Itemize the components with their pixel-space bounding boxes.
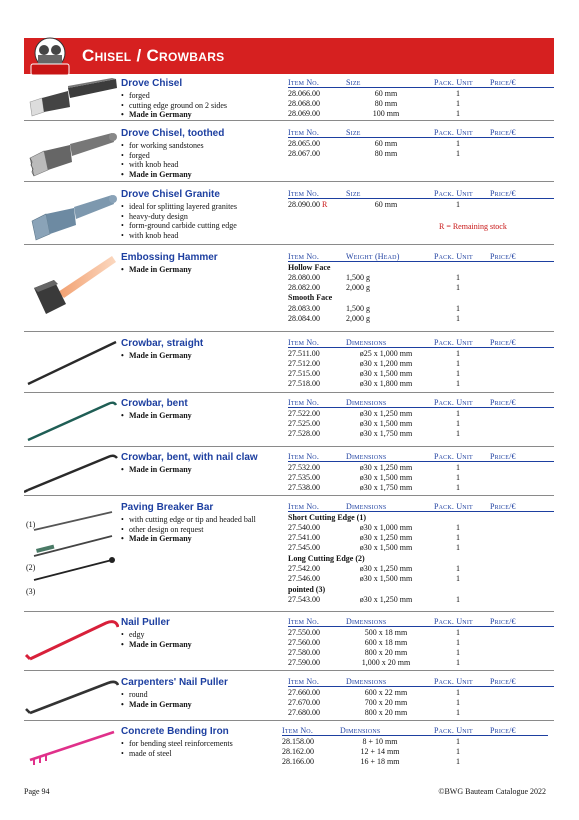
feature-list — [121, 739, 233, 758]
feature-item: • other design on request — [121, 525, 256, 535]
item-no: 27.535.00 — [288, 472, 320, 482]
variant-label-1: (1) — [26, 520, 36, 529]
pack-unit: 1 — [456, 746, 460, 756]
feature-item: • with knob head — [121, 160, 204, 170]
table-row — [288, 98, 554, 108]
item-no: 28.083.00 — [288, 303, 320, 313]
product-table — [288, 677, 554, 718]
table-row — [288, 272, 554, 282]
item-no: 28.068.00 — [288, 98, 320, 108]
weight: 2,000 g — [346, 283, 370, 293]
pack-unit: 1 — [456, 574, 460, 584]
page-number: Page 94 — [24, 787, 50, 796]
embossing-hammer-image — [24, 250, 119, 331]
variant-label-2: (2) — [26, 563, 36, 572]
col-price: Price/€ — [490, 78, 516, 87]
item-no: 28.066.00 — [288, 88, 320, 98]
col-weight: Weight (Head) — [346, 252, 400, 261]
pack-unit: 1 — [456, 303, 460, 313]
product-table — [288, 128, 554, 159]
col-pack-unit: Pack. Unit — [434, 452, 473, 461]
table-header — [288, 78, 554, 88]
table-row — [288, 563, 554, 573]
pack-unit: 1 — [456, 483, 460, 493]
table-row — [288, 429, 554, 439]
pack-unit: 1 — [456, 358, 460, 368]
col-item-no: Item No. — [288, 452, 320, 461]
table-header — [288, 128, 554, 138]
table-row — [288, 418, 554, 428]
product-table — [288, 502, 554, 605]
feature-item: • forged — [121, 151, 204, 161]
dimensions: ø30 x 1,250 mm — [359, 563, 413, 573]
pack-unit: 1 — [456, 199, 460, 209]
table-row — [288, 658, 554, 668]
dimensions: ø30 x 1,250 mm — [359, 594, 413, 604]
size: 60 mm — [374, 88, 398, 98]
subgroup-heading: Smooth Face — [288, 293, 333, 303]
toothed-chisel-image — [24, 126, 119, 181]
dimensions: 8 + 10 mm — [362, 736, 398, 746]
col-dimensions: Dimensions — [346, 452, 387, 461]
table-header — [288, 398, 554, 408]
pack-unit: 1 — [456, 408, 460, 418]
feature-list — [121, 202, 237, 240]
dimensions: ø30 x 1,500 mm — [359, 574, 413, 584]
pack-unit: 1 — [456, 138, 460, 148]
product-table — [288, 189, 554, 209]
pack-unit: 1 — [456, 418, 460, 428]
crowbar-bent-image — [24, 396, 119, 446]
col-dimensions: Dimensions — [346, 338, 387, 347]
table-row — [288, 594, 554, 604]
feature-item: • Made in Germany — [121, 465, 192, 475]
item-no: 28.162.00 — [282, 746, 314, 756]
product-drove-chisel-toothed — [24, 126, 554, 182]
bauteam-logo — [28, 35, 72, 77]
table-header — [288, 189, 554, 199]
item-no: 28.080.00 — [288, 272, 320, 282]
table-row — [288, 522, 554, 532]
size: 60 mm — [374, 138, 398, 148]
product-table — [288, 252, 554, 324]
footer-copyright: ©BWG Bauteam Catalogue 2022 — [438, 787, 546, 796]
product-title: Crowbar, bent — [121, 398, 188, 409]
dimensions: ø30 x 1,750 mm — [359, 483, 413, 493]
col-item-no: Item No. — [282, 726, 314, 735]
col-dimensions: Dimensions — [346, 677, 387, 686]
concrete-bending-iron-image — [24, 724, 119, 770]
feature-list — [121, 411, 192, 421]
pack-unit: 1 — [456, 543, 460, 553]
item-no: 27.540.00 — [288, 522, 320, 532]
product-embossing-hammer — [24, 250, 554, 332]
pack-unit: 1 — [456, 379, 460, 389]
table-header — [288, 677, 554, 687]
feature-item: • Made in Germany — [121, 411, 192, 421]
col-pack-unit: Pack. Unit — [434, 617, 473, 626]
pack-unit: 1 — [456, 687, 460, 697]
feature-item: • heavy-duty design — [121, 212, 237, 222]
product-nail-puller — [24, 615, 554, 671]
product-table — [288, 452, 554, 493]
table-row — [288, 543, 554, 553]
pack-unit: 1 — [456, 627, 460, 637]
col-dimensions: Dimensions — [346, 617, 387, 626]
item-no: 27.543.00 — [288, 594, 320, 604]
dimensions: ø30 x 1,500 mm — [359, 472, 413, 482]
remaining-stock-mark: R — [322, 199, 328, 209]
col-item-no: Item No. — [288, 338, 320, 347]
dimensions: ø30 x 1,250 mm — [359, 533, 413, 543]
feature-item: • round — [121, 690, 192, 700]
item-no: 28.065.00 — [288, 138, 320, 148]
feature-item: • Made in Germany — [121, 700, 192, 710]
product-table — [288, 398, 554, 439]
table-row — [288, 88, 554, 98]
feature-list — [121, 515, 256, 544]
feature-item: • with knob head — [121, 231, 237, 241]
variant-label-3: (3) — [26, 587, 36, 596]
table-row — [288, 199, 554, 209]
col-item-no: Item No. — [288, 398, 320, 407]
product-crowbar-bent — [24, 396, 554, 447]
col-price: Price/€ — [490, 189, 516, 198]
product-carpenters-nail-puller — [24, 675, 554, 721]
col-pack-unit: Pack. Unit — [434, 128, 473, 137]
col-price: Price/€ — [490, 677, 516, 686]
pack-unit: 1 — [456, 648, 460, 658]
dimensions: 600 x 18 mm — [364, 637, 408, 647]
remaining-stock-note: R = Remaining stock — [439, 222, 507, 231]
col-size: Size — [346, 189, 361, 198]
item-no: 27.550.00 — [288, 627, 320, 637]
item-no: 27.590.00 — [288, 658, 320, 668]
item-no: 27.522.00 — [288, 408, 320, 418]
pack-unit: 1 — [456, 472, 460, 482]
table-header — [288, 452, 554, 462]
item-no: 27.580.00 — [288, 648, 320, 658]
col-pack-unit: Pack. Unit — [434, 78, 473, 87]
feature-item: • Made in Germany — [121, 265, 192, 275]
col-dimensions: Dimensions — [346, 398, 387, 407]
table-header — [288, 502, 554, 512]
feature-list — [121, 630, 192, 649]
pack-unit: 1 — [456, 348, 460, 358]
page-title: Chisel / Crowbars — [82, 46, 225, 65]
dimensions: 600 x 22 mm — [364, 687, 408, 697]
dimensions: ø30 x 1,250 mm — [359, 462, 413, 472]
item-no: 28.069.00 — [288, 109, 320, 119]
item-no: 27.541.00 — [288, 533, 320, 543]
item-no: 27.532.00 — [288, 462, 320, 472]
product-table — [288, 338, 554, 389]
table-row — [288, 408, 554, 418]
dimensions: 1,000 x 20 mm — [361, 658, 411, 668]
dimensions: ø30 x 1,750 mm — [359, 429, 413, 439]
pack-unit: 1 — [456, 283, 460, 293]
col-pack-unit: Pack. Unit — [434, 189, 473, 198]
feature-list — [121, 91, 227, 120]
col-item-no: Item No. — [288, 677, 320, 686]
subgroup-heading: Short Cutting Edge (1) — [288, 512, 367, 522]
pack-unit: 1 — [456, 708, 460, 718]
weight: 1,500 g — [346, 272, 370, 282]
table-row — [288, 627, 554, 637]
pack-unit: 1 — [456, 658, 460, 668]
size: 60 mm — [374, 199, 398, 209]
pack-unit: 1 — [456, 736, 460, 746]
feature-item: • Made in Germany — [121, 351, 192, 361]
table-row — [288, 348, 554, 358]
drove-chisel-image — [24, 76, 119, 120]
col-size: Size — [346, 78, 361, 87]
dimensions: 800 x 20 mm — [364, 648, 408, 658]
feature-item: • ideal for splitting layered granites — [121, 202, 237, 212]
weight: 1,500 g — [346, 303, 370, 313]
item-no: 28.158.00 — [282, 736, 314, 746]
product-drove-chisel — [24, 76, 554, 121]
item-no: 28.090.00 R — [288, 199, 328, 209]
item-no: 28.166.00 — [282, 757, 314, 767]
feature-item: • Made in Germany — [121, 170, 204, 180]
col-pack-unit: Pack. Unit — [434, 398, 473, 407]
col-item-no: Item No. — [288, 617, 320, 626]
feature-item: • cutting edge ground on 2 sides — [121, 101, 227, 111]
table-row — [288, 148, 554, 158]
feature-list — [121, 141, 204, 179]
table-row — [288, 574, 554, 584]
item-no: 27.512.00 — [288, 358, 320, 368]
size: 100 mm — [372, 109, 400, 119]
col-pack-unit: Pack. Unit — [434, 338, 473, 347]
pack-unit: 1 — [456, 522, 460, 532]
col-pack-unit: Pack. Unit — [434, 677, 473, 686]
product-title: Drove Chisel Granite — [121, 189, 220, 200]
product-title: Crowbar, straight — [121, 338, 204, 349]
item-no: 27.515.00 — [288, 369, 320, 379]
pack-unit: 1 — [456, 109, 460, 119]
feature-item: • made of steel — [121, 749, 233, 759]
weight: 2,000 g — [346, 313, 370, 323]
col-item-no: Item No. — [288, 189, 320, 198]
product-title: Drove Chisel, toothed — [121, 128, 225, 139]
size: 80 mm — [374, 98, 398, 108]
col-item-no: Item No. — [288, 78, 320, 87]
product-title: Embossing Hammer — [121, 252, 218, 263]
dimensions: 800 x 20 mm — [364, 708, 408, 718]
pack-unit: 1 — [456, 98, 460, 108]
table-row — [288, 648, 554, 658]
feature-item: • Made in Germany — [121, 640, 192, 650]
table-header — [288, 338, 554, 348]
table-row — [282, 746, 548, 756]
col-pack-unit: Pack. Unit — [434, 726, 473, 735]
product-concrete-bending-iron — [24, 724, 554, 770]
table-row — [288, 533, 554, 543]
feature-item: • with cutting edge or tip and headed ball — [121, 515, 256, 525]
dimensions: ø30 x 1,250 mm — [359, 408, 413, 418]
pack-unit: 1 — [456, 369, 460, 379]
table-row — [288, 303, 554, 313]
item-no: 27.511.00 — [288, 348, 320, 358]
item-no: 27.542.00 — [288, 563, 320, 573]
carpenters-nail-puller-image — [24, 675, 119, 720]
table-row — [288, 379, 554, 389]
product-paving-breaker-bar — [24, 500, 554, 612]
feature-item: • form-ground carbide cutting edge — [121, 221, 237, 231]
feature-list — [121, 351, 192, 361]
col-price: Price/€ — [490, 726, 516, 735]
item-no: 27.660.00 — [288, 687, 320, 697]
product-table — [288, 617, 554, 668]
feature-item: • forged — [121, 91, 227, 101]
item-no: 27.670.00 — [288, 697, 320, 707]
item-no: 27.528.00 — [288, 429, 320, 439]
feature-item: • Made in Germany — [121, 110, 227, 120]
table-row — [288, 283, 554, 293]
crowbar-claw-image — [24, 450, 119, 495]
pack-unit: 1 — [456, 88, 460, 98]
size: 80 mm — [374, 148, 398, 158]
col-price: Price/€ — [490, 398, 516, 407]
table-row — [282, 736, 548, 746]
col-price: Price/€ — [490, 338, 516, 347]
table-row — [288, 697, 554, 707]
pack-unit: 1 — [456, 637, 460, 647]
pack-unit: 1 — [456, 594, 460, 604]
table-header — [288, 252, 554, 262]
table-row — [288, 472, 554, 482]
pack-unit: 1 — [456, 148, 460, 158]
pack-unit: 1 — [456, 757, 460, 767]
item-no: 27.538.00 — [288, 483, 320, 493]
feature-list — [121, 465, 192, 475]
product-crowbar-straight — [24, 336, 554, 393]
item-no: 28.082.00 — [288, 283, 320, 293]
product-title: Carpenters' Nail Puller — [121, 677, 228, 688]
product-drove-chisel-granite — [24, 187, 554, 245]
pack-unit: 1 — [456, 533, 460, 543]
item-no: 27.545.00 — [288, 543, 320, 553]
dimensions: ø30 x 1,800 mm — [359, 379, 413, 389]
table-row — [282, 757, 548, 767]
feature-item: • edgy — [121, 630, 192, 640]
col-price: Price/€ — [490, 502, 516, 511]
col-item-no: Item No. — [288, 252, 320, 261]
dimensions: 16 + 18 mm — [360, 757, 400, 767]
col-item-no: Item No. — [288, 128, 320, 137]
subgroup-heading: Hollow Face — [288, 262, 331, 272]
table-row — [288, 462, 554, 472]
table-row — [288, 637, 554, 647]
pack-unit: 1 — [456, 563, 460, 573]
pack-unit: 1 — [456, 272, 460, 282]
product-title: Paving Breaker Bar — [121, 502, 214, 513]
table-row — [288, 109, 554, 119]
table-row — [288, 138, 554, 148]
col-size: Size — [346, 128, 361, 137]
product-title: Concrete Bending Iron — [121, 726, 229, 737]
dimensions: 500 x 18 mm — [364, 627, 408, 637]
col-pack-unit: Pack. Unit — [434, 502, 473, 511]
table-row — [288, 687, 554, 697]
table-header — [282, 726, 548, 736]
item-no: 27.546.00 — [288, 574, 320, 584]
col-price: Price/€ — [490, 452, 516, 461]
table-row — [288, 358, 554, 368]
item-no: 28.084.00 — [288, 313, 320, 323]
table-row — [288, 369, 554, 379]
pack-unit: 1 — [456, 462, 460, 472]
item-no: 28.067.00 — [288, 148, 320, 158]
subgroup-heading: Long Cutting Edge (2) — [288, 553, 365, 563]
feature-item: • for bending steel reinforcements — [121, 739, 233, 749]
table-row — [288, 708, 554, 718]
col-dimensions: Dimensions — [346, 502, 387, 511]
feature-list — [121, 265, 192, 275]
pack-unit: 1 — [456, 313, 460, 323]
item-no: 27.680.00 — [288, 708, 320, 718]
dimensions: ø30 x 1,500 mm — [359, 418, 413, 428]
pack-unit: 1 — [456, 697, 460, 707]
dimensions: ø25 x 1,000 mm — [359, 348, 413, 358]
product-crowbar-bent-claw — [24, 450, 554, 496]
pack-unit: 1 — [456, 429, 460, 439]
col-price: Price/€ — [490, 252, 516, 261]
feature-item: • Made in Germany — [121, 534, 256, 544]
dimensions: 700 x 20 mm — [364, 697, 408, 707]
col-price: Price/€ — [490, 617, 516, 626]
product-table — [282, 726, 548, 767]
granite-chisel-image — [24, 187, 119, 244]
product-title: Drove Chisel — [121, 78, 183, 89]
dimensions: ø30 x 1,500 mm — [359, 543, 413, 553]
item-no: 27.518.00 — [288, 379, 320, 389]
crowbar-straight-image — [24, 336, 119, 392]
product-table — [288, 78, 554, 119]
table-header — [288, 617, 554, 627]
dimensions: ø30 x 1,500 mm — [359, 369, 413, 379]
product-title: Crowbar, bent, with nail claw — [121, 452, 258, 463]
dimensions: 12 + 14 mm — [360, 746, 400, 756]
col-price: Price/€ — [490, 128, 516, 137]
dimensions: ø30 x 1,000 mm — [359, 522, 413, 532]
col-item-no: Item No. — [288, 502, 320, 511]
item-no: 27.560.00 — [288, 637, 320, 647]
item-no: 27.525.00 — [288, 418, 320, 428]
subgroup-heading: pointed (3) — [288, 584, 326, 594]
col-dimensions: Dimensions — [340, 726, 381, 735]
table-row — [288, 483, 554, 493]
feature-item: • for working sandstones — [121, 141, 204, 151]
table-row — [288, 313, 554, 323]
feature-list — [121, 690, 192, 709]
product-title: Nail Puller — [121, 617, 170, 628]
nail-puller-image — [24, 615, 119, 670]
paving-breaker-image — [24, 500, 119, 611]
col-pack-unit: Pack. Unit — [434, 252, 473, 261]
dimensions: ø30 x 1,200 mm — [359, 358, 413, 368]
